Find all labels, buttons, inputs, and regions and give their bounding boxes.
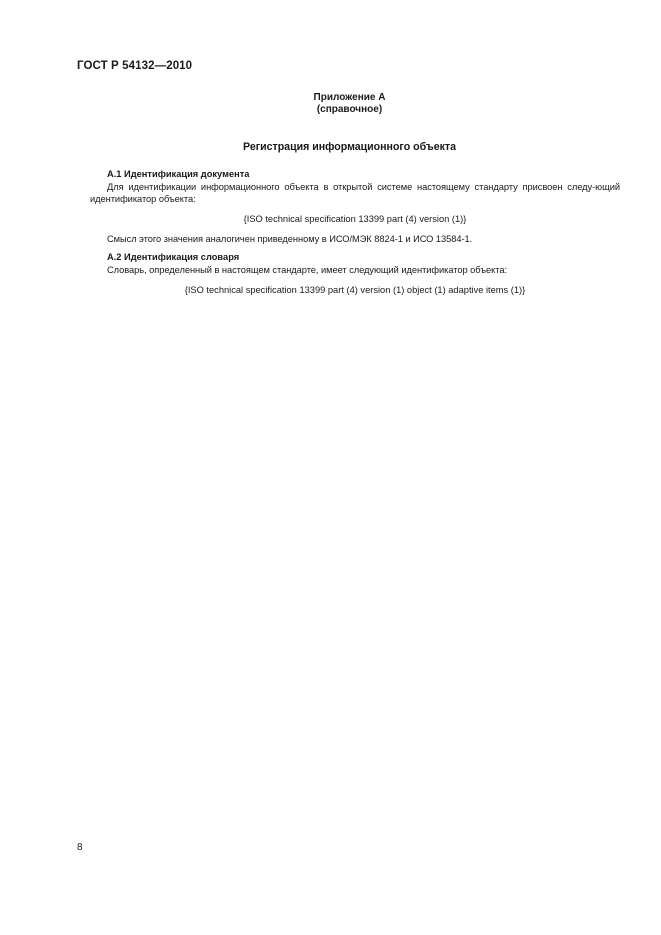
document-title: Регистрация информационного объекта xyxy=(243,141,456,153)
standard-code-header: ГОСТ Р 54132—2010 xyxy=(77,60,193,72)
dictionary-object-identifier: {ISO technical specification 13399 part (4) version (1) object (1) adaptive items (1)} xyxy=(184,285,526,295)
appendix-title: Приложение А xyxy=(313,92,386,103)
section-a1-paragraph-2: Смысл этого значения аналогичен приведенному в ИСО/МЭК 8824-1 и ИСО 13584-1. xyxy=(107,234,473,244)
section-a1-paragraph-1: Для идентификации информационного объекта в открытой системе настоящему стандарту присвоен следу-ющий идентификатор объекта: xyxy=(90,182,620,204)
section-a2-paragraph-1: Словарь, определенный в настоящем стандарте, имеет следующий идентификатор объекта: xyxy=(107,265,508,275)
document-body xyxy=(90,168,620,296)
page-number: 8 xyxy=(77,842,83,853)
document-object-identifier: {ISO technical specification 13399 part (4) version (1)} xyxy=(243,214,467,224)
appendix-type: (справочное) xyxy=(316,104,383,115)
section-heading-a1: А.1 Идентификация документа xyxy=(107,169,250,179)
appendix-heading xyxy=(0,92,661,116)
section-heading-a2: А.2 Идентификация словаря xyxy=(107,252,240,262)
